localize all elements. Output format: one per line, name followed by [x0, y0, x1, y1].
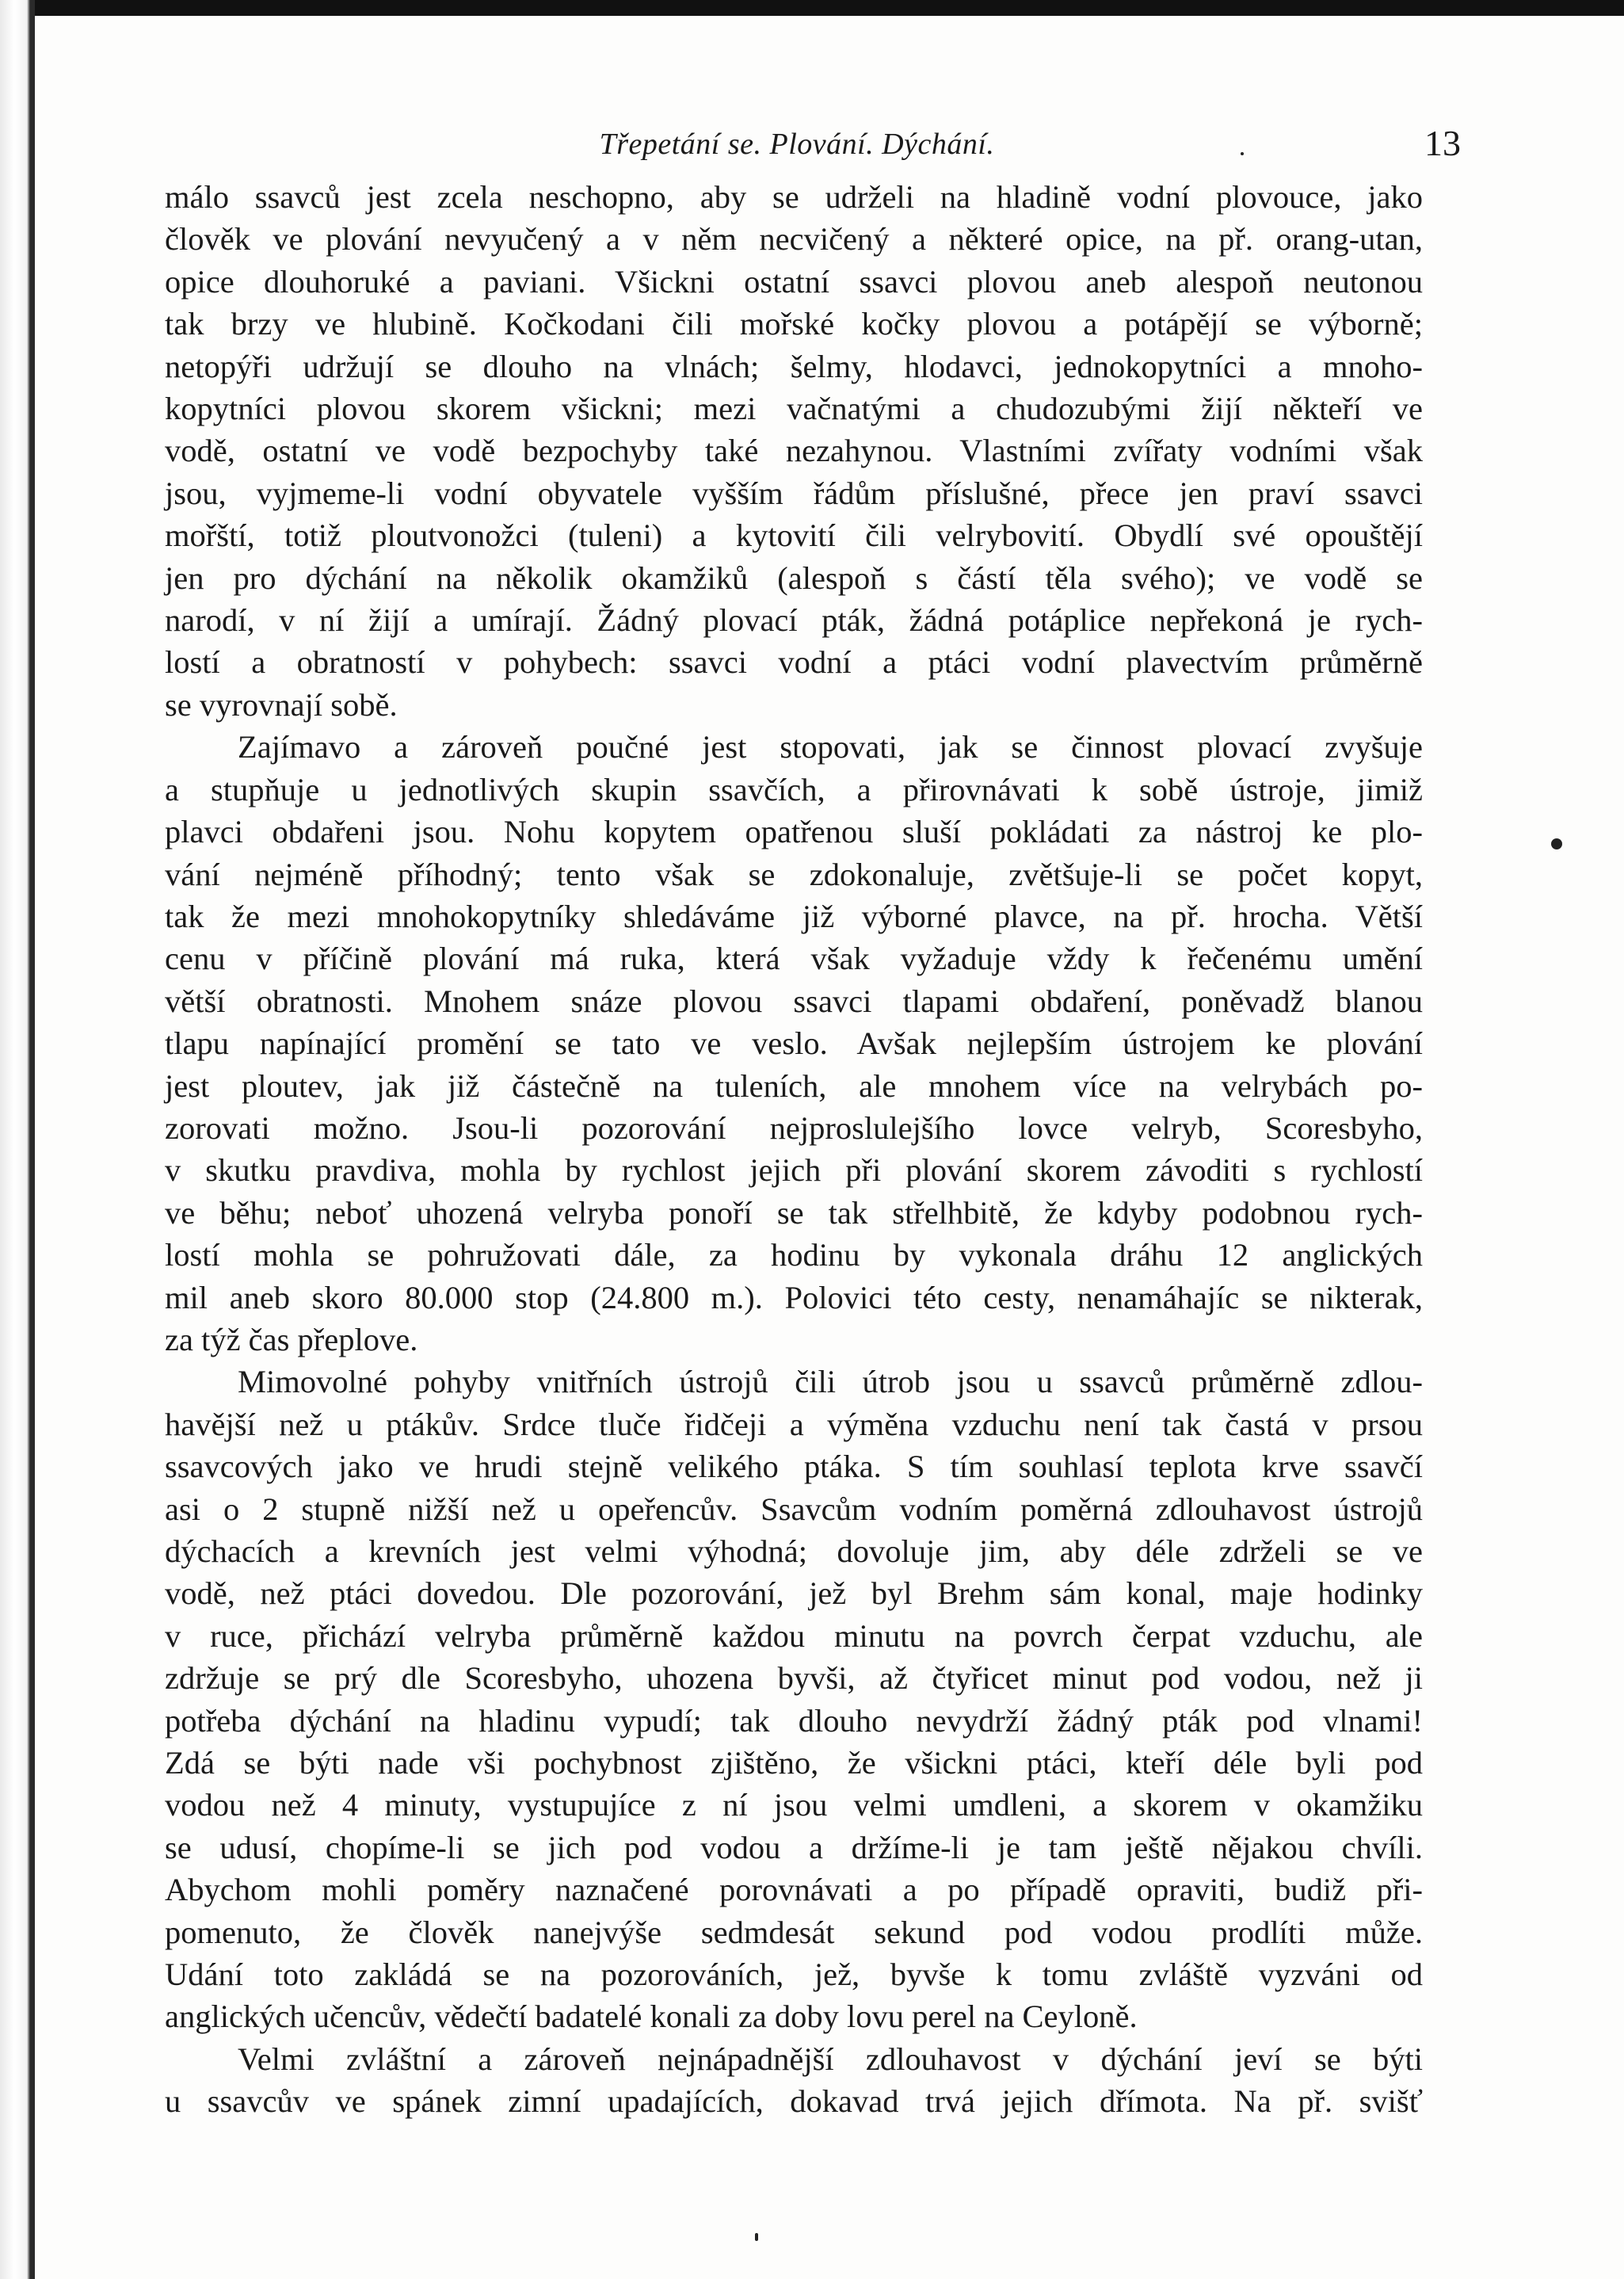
- text-line: narodí, v ní žijí a umírají. Žádný plovací pták, žádná potáplice nepřekoná je rych-: [165, 602, 1423, 639]
- text-line: jsou, vyjmeme-li vodní obyvatele vyšším řádům příslušné, přece jen praví ssavci: [165, 475, 1423, 511]
- text-line: Zajímavo a zároveň poučné jest stopovati, jak se činnost plovací zvyšuje: [238, 729, 1423, 765]
- text-line: lostí mohla se pohružovati dále, za hodinu by vykonala dráhu 12 anglických: [165, 1237, 1423, 1273]
- paragraph: [165, 1361, 1423, 2038]
- text-line: opice dlouhoruké a paviani. Všickni ostatní ssavci plovou aneb alespoň neutonou: [165, 263, 1423, 300]
- text-line: Velmi zvláštní a zároveň nejnápadnější zdlouhavost v dýchání jeví se býti: [238, 2040, 1423, 2077]
- text-line: vodě, než ptáci dovedou. Dle pozorování, jež byl Brehm sám konal, maje hodinky: [165, 1575, 1423, 1612]
- text-line: člověk ve plování nevyučený a v něm necvičený a některé opice, na př. orang-utan,: [165, 221, 1423, 258]
- text-line: plavci obdařeni jsou. Nohu kopytem opatřenou sluší pokládati za nástroj ke plo-: [165, 814, 1423, 850]
- paragraph: [165, 176, 1423, 726]
- text-line: pomenuto, že člověk nanejvýše sedmdesát sekund pod vodou prodlíti může.: [165, 1914, 1423, 1950]
- text-line: u ssavcův ve spánek zimní upadajících, dokavad trvá jejich dřímota. Na př. svišť: [165, 2083, 1423, 2120]
- text-line: se vyrovnají sobě.: [165, 686, 398, 723]
- text-line: vodě, ostatní ve vodě bezpochyby také nezahynou. Vlastními zvířaty vodními však: [165, 433, 1423, 469]
- text-line: a stupňuje u jednotlivých skupin ssavčích, a přirovnávati k sobě ústroje, jimiž: [165, 771, 1423, 807]
- text-line: vodou než 4 minuty, vystupujíce z ní jsou velmi umdleni, a skorem v okamžiku: [165, 1787, 1423, 1823]
- text-line: větší obratnosti. Mnohem snáze plovou ssavci tlapami obdaření, poněvadž blanou: [165, 983, 1423, 1019]
- scan-speck: [1551, 838, 1562, 849]
- scan-left-binding-edge: [0, 0, 35, 2279]
- text-line: Zdá se býti nade vši pochybnost zjištěno, že všickni ptáci, kteří déle byli pod: [165, 1745, 1423, 1781]
- text-line: netopýři udržují se dlouho na vlnách; šelmy, hlodavci, jednokopytníci a mnoho-: [165, 348, 1423, 384]
- paragraph: [165, 726, 1423, 1361]
- text-line: mořští, totiž ploutvonožci (tuleni) a kytovití čili velrybovití. Obydlí své opouštějí: [165, 517, 1423, 554]
- text-line: v ruce, přichází velryba průměrně každou minutu na povrch čerpat vzduchu, ale: [165, 1617, 1423, 1654]
- text-line: tlapu napínající promění se tato ve veslo. Avšak nejlepším ústrojem ke plování: [165, 1025, 1423, 1062]
- scan-speck: [1241, 152, 1244, 155]
- page-header: [168, 119, 1461, 166]
- text-line: kopytníci plovou skorem všickni; mezi vačnatými a chudozubými žijí někteří ve: [165, 391, 1423, 427]
- body-text: [165, 176, 1423, 2123]
- text-line: jest ploutev, jak již částečně na tuleních, ale mnohem více na velrybách po-: [165, 1067, 1423, 1104]
- text-line: Mimovolné pohyby vnitřních ústrojů čili útrob jsou u ssavců průměrně zdlou-: [238, 1364, 1423, 1400]
- text-line: za týž čas přeplove.: [165, 1321, 418, 1357]
- text-line: jen pro dýchání na několik okamžiků (alespoň s částí těla svého); ve vodě se: [165, 559, 1423, 596]
- text-line: Abychom mohli poměry naznačené porovnávati a po případě opraviti, budiž při-: [165, 1872, 1423, 1908]
- page-number: 13: [1424, 123, 1461, 163]
- text-line: ssavcových jako ve hrudi stejně velikého ptáka. S tím souhlasí teplota krve ssavčí: [165, 1449, 1423, 1485]
- text-line: tak brzy ve hlubině. Kočkodani čili mořské kočky plovou a potápějí se výborně;: [165, 306, 1423, 342]
- scan-speck: [755, 2233, 758, 2241]
- text-line: mil aneb skoro 80.000 stop (24.800 m.). Polovici této cesty, nenamáhajíc se nikterak,: [165, 1279, 1423, 1315]
- text-line: v skutku pravdiva, mohla by rychlost jejich při plování skorem závoditi s rychlostí: [165, 1152, 1423, 1189]
- text-line: havější než u ptákův. Srdce tluče řidčeji a výměna vzduchu není tak častá v prsou: [165, 1406, 1423, 1442]
- text-line: Udání toto zakládá se na pozorováních, jež, byvše k tomu zvláště vyzváni od: [165, 1956, 1423, 1993]
- text-line: asi o 2 stupně nižší než u opeřencův. Ssavcům vodním poměrná zdlouhavost ústrojů: [165, 1491, 1423, 1527]
- text-line: zdržuje se prý dle Scoresbyho, uhozena byvši, až čtyřicet minut pod vodou, než ji: [165, 1660, 1423, 1697]
- text-line: málo ssavců jest zcela neschopno, aby se udrželi na hladině vodní plovouce, jako: [165, 179, 1423, 215]
- text-line: cenu v příčině plování má ruka, která však vyžaduje vždy k řečenému umění: [165, 941, 1423, 977]
- scan-top-border: [0, 0, 1624, 16]
- running-head: Třepetání se. Plování. Dýchání.: [599, 128, 995, 161]
- text-line: potřeba dýchání na hladinu vypudí; tak dlouho nevydrží žádný pták pod vlnami!: [165, 1702, 1423, 1739]
- text-line: dýchacích a krevních jest velmi výhodná; dovoluje jim, aby déle zdrželi se ve: [165, 1533, 1423, 1569]
- text-line: tak že mezi mnohokopytníky shledáváme již výborné plavce, na př. hrocha. Větší: [165, 898, 1423, 934]
- text-line: zorovati možno. Jsou-li pozorování nejproslulejšího lovce velryb, Scoresbyho,: [165, 1109, 1423, 1146]
- text-line: ve běhu; neboť uhozená velryba ponoří se tak střelhbitě, že kdyby podobnou rych-: [165, 1194, 1423, 1231]
- text-line: vání nejméně příhodný; tento však se zdokonaluje, zvětšuje-li se počet kopyt,: [165, 856, 1423, 892]
- text-line: anglických učencův, vědečtí badatelé konali za doby lovu perel na Ceyloně.: [165, 1998, 1138, 2035]
- text-line: se udusí, chopíme-li se jich pod vodou a držíme-li je tam ještě nějakou chvíli.: [165, 1829, 1423, 1865]
- text-line: lostí a obratností v pohybech: ssavci vodní a ptáci vodní plavectvím průměrně: [165, 644, 1423, 681]
- paragraph: [165, 2038, 1423, 2123]
